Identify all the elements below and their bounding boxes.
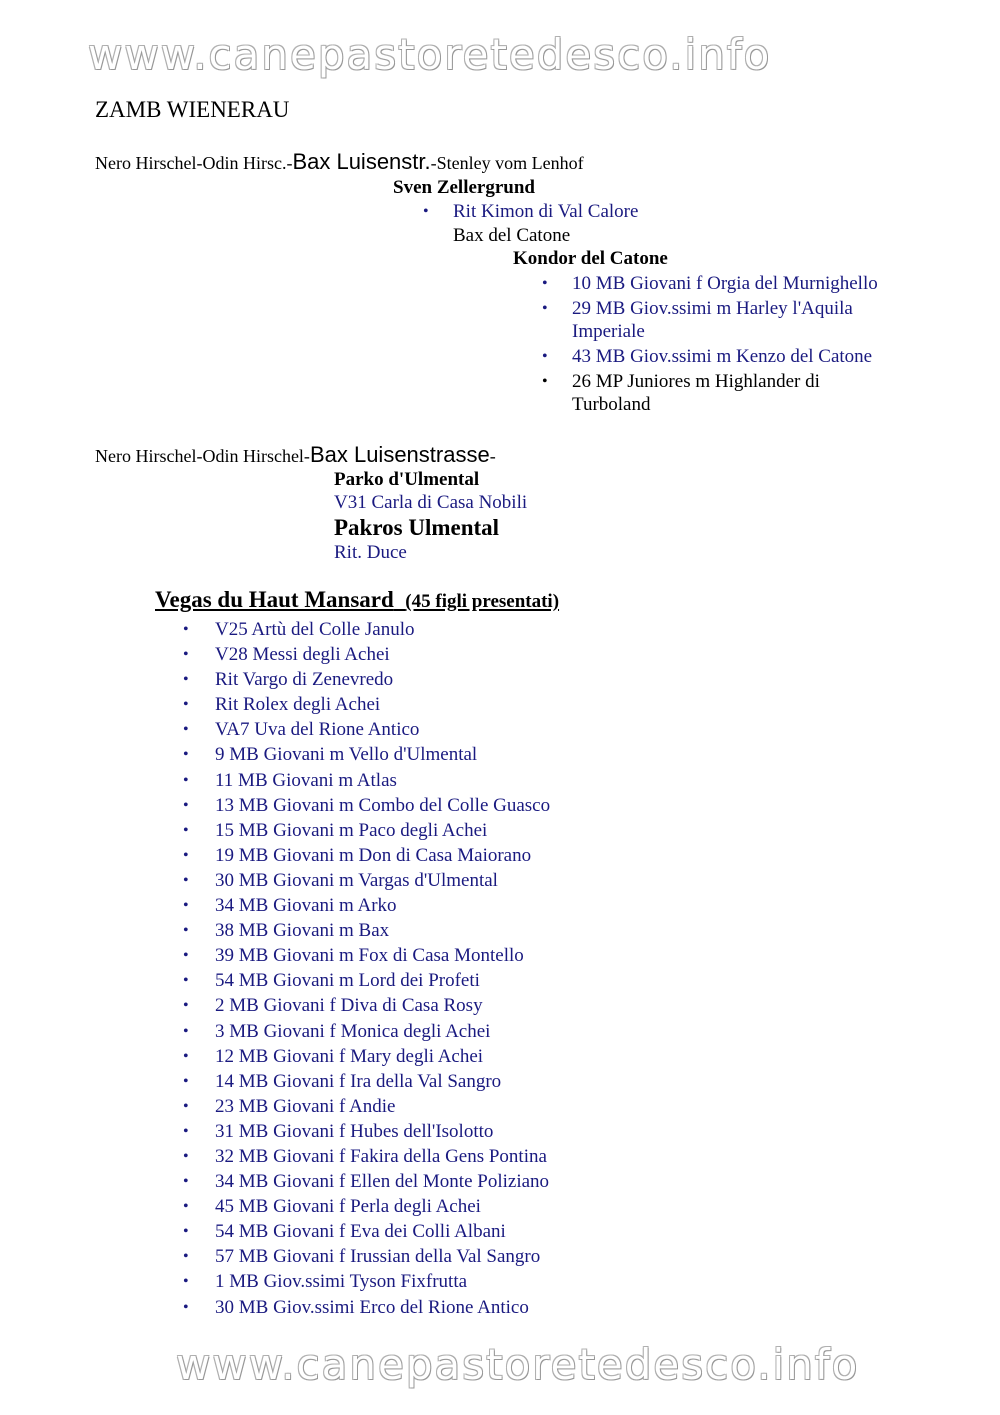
list-item[interactable] (183, 643, 550, 668)
pedigree-line-1 (95, 150, 584, 175)
list-item[interactable] (183, 769, 550, 794)
pedigree-part: Nero Hirschel-Odin Hirsc.- (95, 153, 293, 173)
list-item[interactable] (183, 1296, 550, 1321)
bullet-icon: • (183, 671, 189, 689)
list-item[interactable] (183, 1045, 550, 1070)
list-item-label: 39 MB Giovani m Fox di Casa Montello (215, 945, 524, 967)
list-item-label: 34 MB Giovani f Ellen del Monte Poliziano (215, 1171, 550, 1193)
bullet-icon: • (183, 1223, 189, 1241)
list-item-label: 23 MB Giovani f Andie (215, 1095, 396, 1117)
vegas-name: Vegas du Haut Mansard (155, 587, 394, 612)
list-item[interactable] (183, 894, 550, 919)
pedigree-part: -Stenley vom Lenhof (430, 153, 584, 173)
bullet-icon: • (542, 348, 548, 365)
plain-line: Bax del Catone (453, 225, 571, 246)
dog1-name: Parko d'Ulmental (334, 469, 480, 490)
list-item-label: 31 MB Giovani f Hubes dell'Isolotto (215, 1120, 494, 1142)
vegas-children-list (183, 618, 550, 1321)
list-item-label: 19 MB Giovani m Don di Casa Maiorano (215, 844, 532, 866)
bullet-icon: • (542, 275, 548, 292)
page-title: ZAMB WIENERAU (95, 97, 290, 122)
list-item[interactable] (183, 794, 550, 819)
list-item-label: 12 MB Giovani f Mary degli Achei (215, 1045, 484, 1067)
list-item[interactable] (183, 1195, 550, 1220)
list-item[interactable]: • Rit Kimon di Val Calore (423, 201, 639, 222)
list-item-label: 38 MB Giovani m Bax (215, 920, 390, 942)
list-item-label: 30 MB Giovani m Vargas d'Ulmental (215, 869, 498, 891)
list-item[interactable] (183, 1095, 550, 1120)
list-item[interactable]: • 10 MB Giovani f Orgia del Murnighello (542, 273, 878, 294)
bullet-icon: • (542, 373, 548, 390)
vegas-heading (155, 588, 559, 613)
bullet-icon: • (423, 203, 429, 220)
list-item-label: 54 MB Giovani f Eva dei Colli Albani (215, 1221, 506, 1243)
watermark-bottom: www.canepastoretedesco.info (176, 1340, 860, 1389)
list-item[interactable] (183, 1120, 550, 1145)
bullet-icon: • (542, 300, 548, 317)
list-item-label: 3 MB Giovani f Monica degli Achei (215, 1020, 491, 1042)
list-item[interactable] (183, 994, 550, 1019)
list-item-label: 14 MB Giovani f Ira della Val Sangro (215, 1070, 502, 1092)
list-item-label: 45 MB Giovani f Perla degli Achei (215, 1196, 481, 1218)
grandson-name: Kondor del Catone (513, 248, 668, 269)
pedigree-part-emphasis: Bax Luisenstrasse (309, 442, 490, 467)
list-item: • 26 MP Juniores m Highlander di Turboland (542, 371, 820, 415)
sire-children-list (423, 200, 638, 223)
list-item-label: Rit Rolex degli Achei (215, 694, 381, 716)
bullet-icon: • (183, 796, 189, 814)
pedigree-part-emphasis: Bax Luisenstr. (292, 149, 431, 174)
list-item[interactable] (183, 944, 550, 969)
list-item-label: 30 MB Giov.ssimi Erco del Rione Antico (215, 1296, 529, 1318)
bullet-icon: • (183, 1298, 189, 1316)
bullet-icon: • (183, 1198, 189, 1216)
vegas-note: (45 figli presentati) (405, 591, 560, 612)
bullet-icon: • (183, 1273, 189, 1291)
list-item-label: 13 MB Giovani m Combo del Colle Guasco (215, 794, 551, 816)
list-item[interactable] (183, 844, 550, 869)
pedigree-line-2 (95, 443, 496, 468)
list-item[interactable] (183, 1220, 550, 1245)
list-item[interactable] (183, 743, 550, 768)
bullet-icon: • (183, 897, 189, 915)
list-item-label: 57 MB Giovani f Irussian della Val Sangro (215, 1246, 541, 1268)
bullet-icon: • (183, 1047, 189, 1065)
dog2-name: Pakros Ulmental (334, 515, 500, 540)
list-item[interactable] (183, 693, 550, 718)
bullet-icon: • (183, 1248, 189, 1266)
bullet-icon: • (183, 997, 189, 1015)
list-item[interactable] (183, 969, 550, 994)
list-item[interactable] (183, 1245, 550, 1270)
bullet-icon: • (183, 846, 189, 864)
list-item[interactable] (183, 618, 550, 643)
list-item-label: 9 MB Giovani m Vello d'Ulmental (215, 744, 478, 766)
list-item-label: 54 MB Giovani m Lord dei Profeti (215, 970, 480, 992)
grandson-children-list (542, 272, 878, 418)
list-item-label: 11 MB Giovani m Atlas (215, 769, 397, 791)
bullet-icon: • (183, 1173, 189, 1191)
bullet-icon: • (183, 746, 189, 764)
bullet-icon: • (183, 771, 189, 789)
bullet-icon: • (183, 621, 189, 638)
list-item-label: V28 Messi degli Achei (215, 644, 390, 666)
list-item[interactable] (183, 668, 550, 693)
dog1-child[interactable]: V31 Carla di Casa Nobili (334, 492, 528, 513)
list-item-label: 2 MB Giovani f Diva di Casa Rosy (215, 995, 483, 1017)
pedigree-part: - (489, 446, 496, 466)
sire-name: Sven Zellergrund (393, 177, 535, 198)
list-item[interactable] (183, 718, 550, 743)
list-item-label: VA7 Uva del Rione Antico (215, 719, 420, 741)
list-item-label: Rit Vargo di Zenevredo (215, 669, 394, 691)
list-item[interactable] (183, 1270, 550, 1295)
list-item[interactable] (183, 819, 550, 844)
bullet-icon: • (183, 922, 189, 940)
bullet-icon: • (183, 646, 189, 664)
list-item[interactable] (183, 1020, 550, 1045)
bullet-icon: • (183, 1072, 189, 1090)
bullet-icon: • (183, 871, 189, 889)
bullet-icon: • (183, 1097, 189, 1115)
list-item-label: 15 MB Giovani m Paco degli Achei (215, 819, 488, 841)
list-item-label: 1 MB Giov.ssimi Tyson Fixfrutta (215, 1271, 468, 1293)
bullet-icon: • (183, 947, 189, 965)
list-item[interactable] (183, 1145, 550, 1170)
list-item[interactable]: • 29 MB Giov.ssimi m Harley l'Aquila Imperiale (542, 298, 853, 342)
bullet-icon: • (183, 1122, 189, 1140)
list-item[interactable] (183, 1070, 550, 1095)
watermark-top: www.canepastoretedesco.info (88, 30, 772, 79)
list-item-label: 34 MB Giovani m Arko (215, 895, 397, 917)
bullet-icon: • (183, 1147, 189, 1165)
bullet-icon: • (183, 1022, 189, 1040)
list-item-label: V25 Artù del Colle Janulo (215, 619, 415, 640)
pedigree-part: Nero Hirschel-Odin Hirschel- (95, 446, 310, 466)
list-item[interactable] (183, 1170, 550, 1195)
list-item[interactable] (183, 919, 550, 944)
bullet-icon: • (183, 821, 189, 839)
dog2-child[interactable]: Rit. Duce (334, 542, 407, 563)
bullet-icon: • (183, 972, 189, 990)
list-item-label: 32 MB Giovani f Fakira della Gens Pontina (215, 1145, 547, 1167)
bullet-icon: • (183, 696, 189, 714)
bullet-icon: • (183, 721, 189, 739)
list-item[interactable]: • 43 MB Giov.ssimi m Kenzo del Catone (542, 346, 873, 367)
list-item[interactable] (183, 869, 550, 894)
